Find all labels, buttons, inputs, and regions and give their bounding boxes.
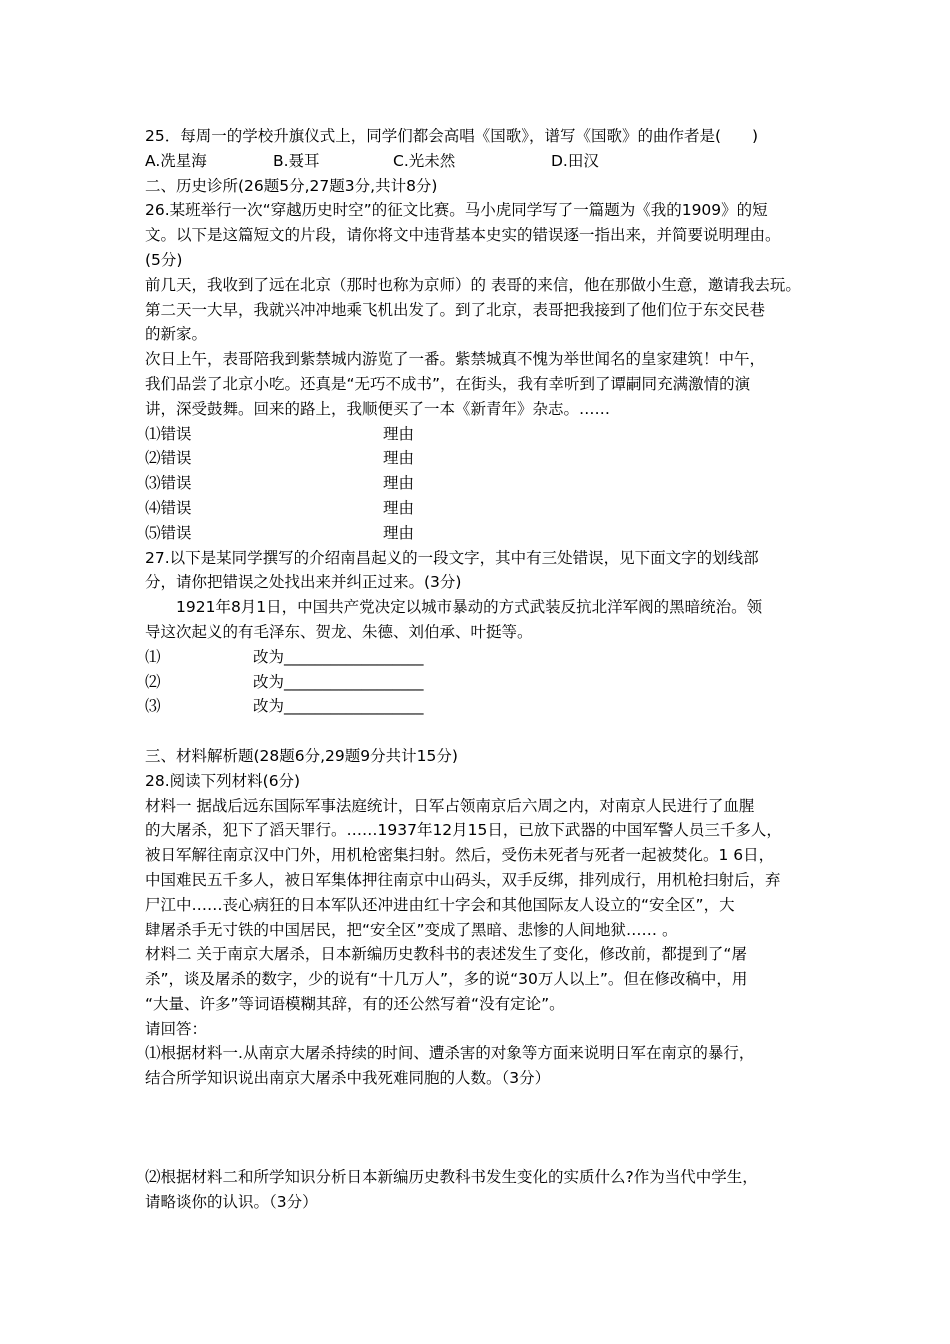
q26-passage-line: 第二天一大早，我就兴冲冲地乘飞机出发了。到了北京，表哥把我接到了他们位于东交民巷 — [145, 300, 766, 319]
q25-options — [145, 149, 825, 174]
answer-number: ⑴ — [145, 647, 161, 666]
q27-line: 分，请你把错误之处找出来并纠正过来。(3分) — [145, 573, 462, 592]
error-label: ⑴错误 — [145, 424, 192, 443]
error-label: ⑷错误 — [145, 498, 192, 517]
answer-number: ⑵ — [145, 672, 161, 691]
q28-material-line: 材料一 据战后远东国际军事法庭统计，日军占领南京后六周之内，对南京人民进行了血腥 — [145, 796, 755, 815]
q27-answer-row — [145, 645, 825, 670]
reason-label: 理由 — [383, 424, 415, 443]
q27-passage-line: 导这次起义的有毛泽东、贺龙、朱德、刘伯承、叶挺等。 — [145, 622, 533, 641]
correction-blank[interactable]: 改为__________________ — [253, 647, 424, 666]
reason-label: 理由 — [383, 449, 415, 468]
answer-number: ⑶ — [145, 697, 161, 716]
q28-material-line: 尸江中……丧心病狂的日本军队还冲进由红十字会和其他国际友人设立的“安全区”，大 — [145, 895, 735, 914]
q26-passage-line: 前几天，我收到了远在北京（那时也称为京师）的 表哥的来信，他在那做小生意，邀请我去玩。 — [145, 275, 801, 294]
section3-title: 三、材料解析题(28题6分,29题9分共计15分) — [145, 746, 458, 765]
q26-answer-row — [145, 471, 825, 496]
q28-material-line: “大量、许多”等词语模糊其辞，有的还公然写着“没有定论”。 — [145, 994, 565, 1013]
q28-prompt: 请回答： — [145, 1019, 208, 1038]
answer-space[interactable] — [145, 1091, 825, 1165]
error-label: ⑵错误 — [145, 449, 192, 468]
q25-option-c: C.光未然 — [393, 151, 456, 170]
q28-material-line: 中国难民五千多人，被日军集体押往南京中山码头，双手反绑，排列成行，用机枪扫射后，弃 — [145, 870, 781, 889]
reason-label: 理由 — [383, 523, 415, 542]
q27-passage-line: 1921年8月1日，中国共产党决定以城市暴动的方式武装反抗北洋军阀的黑暗统治。领 — [176, 598, 763, 617]
q28-sub2-line: 请略谈你的认识。（3分） — [145, 1192, 318, 1211]
q26-answer-row — [145, 521, 825, 546]
q28-material-line: 被日军解往南京汉中门外，用机枪密集扫射。然后，受伤未死者与死者一起被焚化。1 6日， — [145, 846, 775, 865]
q28-material-line: 肆屠杀手无寸铁的中国居民，把“安全区”变成了黑暗、悲惨的人间地狱…… 。 — [145, 920, 678, 939]
q26-passage-line: 讲，深受鼓舞。回来的路上，我顺便买了一本《新青年》杂志。…… — [145, 399, 611, 418]
reason-label: 理由 — [383, 498, 415, 517]
q26-answer-row — [145, 422, 825, 447]
q25-option-b: B.聂耳 — [273, 151, 320, 170]
correction-blank[interactable]: 改为__________________ — [253, 697, 424, 716]
reason-label: 理由 — [383, 474, 415, 493]
q26-passage-line: 的新家。 — [145, 325, 208, 344]
spacer — [145, 719, 825, 744]
q26-line: (5分) — [145, 250, 183, 269]
q26-passage-line: 我们品尝了北京小吃。还真是“无巧不成书”，在街头，我有幸听到了谭嗣同充满激情的演 — [145, 374, 751, 393]
q27-answer-row — [145, 694, 825, 719]
q25-option-a: A.冼星海 — [145, 151, 207, 170]
q28-material-line: 的大屠杀，犯下了滔天罪行。……1937年12月15日，已放下武器的中国军警人员三千多人， — [145, 821, 782, 840]
q26-passage-line: 次日上午，表哥陪我到紫禁城内游览了一番。紫禁城真不愧为举世闻名的皇家建筑！中午， — [145, 350, 766, 369]
q28-sub1-line: ⑴根据材料一.从南京大屠杀持续的时间、遭杀害的对象等方面来说明日军在南京的暴行， — [145, 1044, 755, 1063]
exam-content — [145, 124, 825, 1215]
q28-sub2-line: ⑵根据材料二和所学知识分析日本新编历史教科书发生变化的实质什么?作为当代中学生， — [145, 1168, 758, 1187]
q26-line: 26.某班举行一次“穿越历史时空”的征文比赛。马小虎同学写了一篇题为《我的1909》的短 — [145, 201, 768, 220]
q28-title: 28.阅读下列材料(6分) — [145, 771, 301, 790]
q26-answer-row — [145, 496, 825, 521]
q27-answer-row — [145, 670, 825, 695]
q28-sub1-line: 结合所学知识说出南京大屠杀中我死难同胞的人数。（3分） — [145, 1069, 551, 1088]
q25-option-d: D.田汉 — [551, 151, 599, 170]
q26-answer-row — [145, 446, 825, 471]
q27-line: 27.以下是某同学撰写的介绍南昌起义的一段文字，其中有三处错误，见下面文字的划线部 — [145, 548, 759, 567]
q28-material-line: 杀”，谈及屠杀的数字，少的说有“十几万人”，多的说“30万人以上”。但在修改稿中，用 — [145, 970, 748, 989]
q25-stem: 25．每周一的学校升旗仪式上，同学们都会高唱《国歌》，谱写《国歌》的曲作者是( ) — [145, 127, 759, 145]
correction-blank[interactable]: 改为__________________ — [253, 672, 424, 691]
section2-title: 二、历史诊所(26题5分,27题3分,共计8分) — [145, 176, 438, 195]
q28-material-line: 材料二 关于南京大屠杀，日本新编历史教科书的表述发生了变化，修改前，都提到了“屠 — [145, 945, 747, 964]
error-label: ⑸错误 — [145, 523, 192, 542]
error-label: ⑶错误 — [145, 474, 192, 493]
q26-line: 文。以下是这篇短文的片段，请你将文中违背基本史实的错误逐一指出来，并简要说明理由。 — [145, 226, 781, 245]
